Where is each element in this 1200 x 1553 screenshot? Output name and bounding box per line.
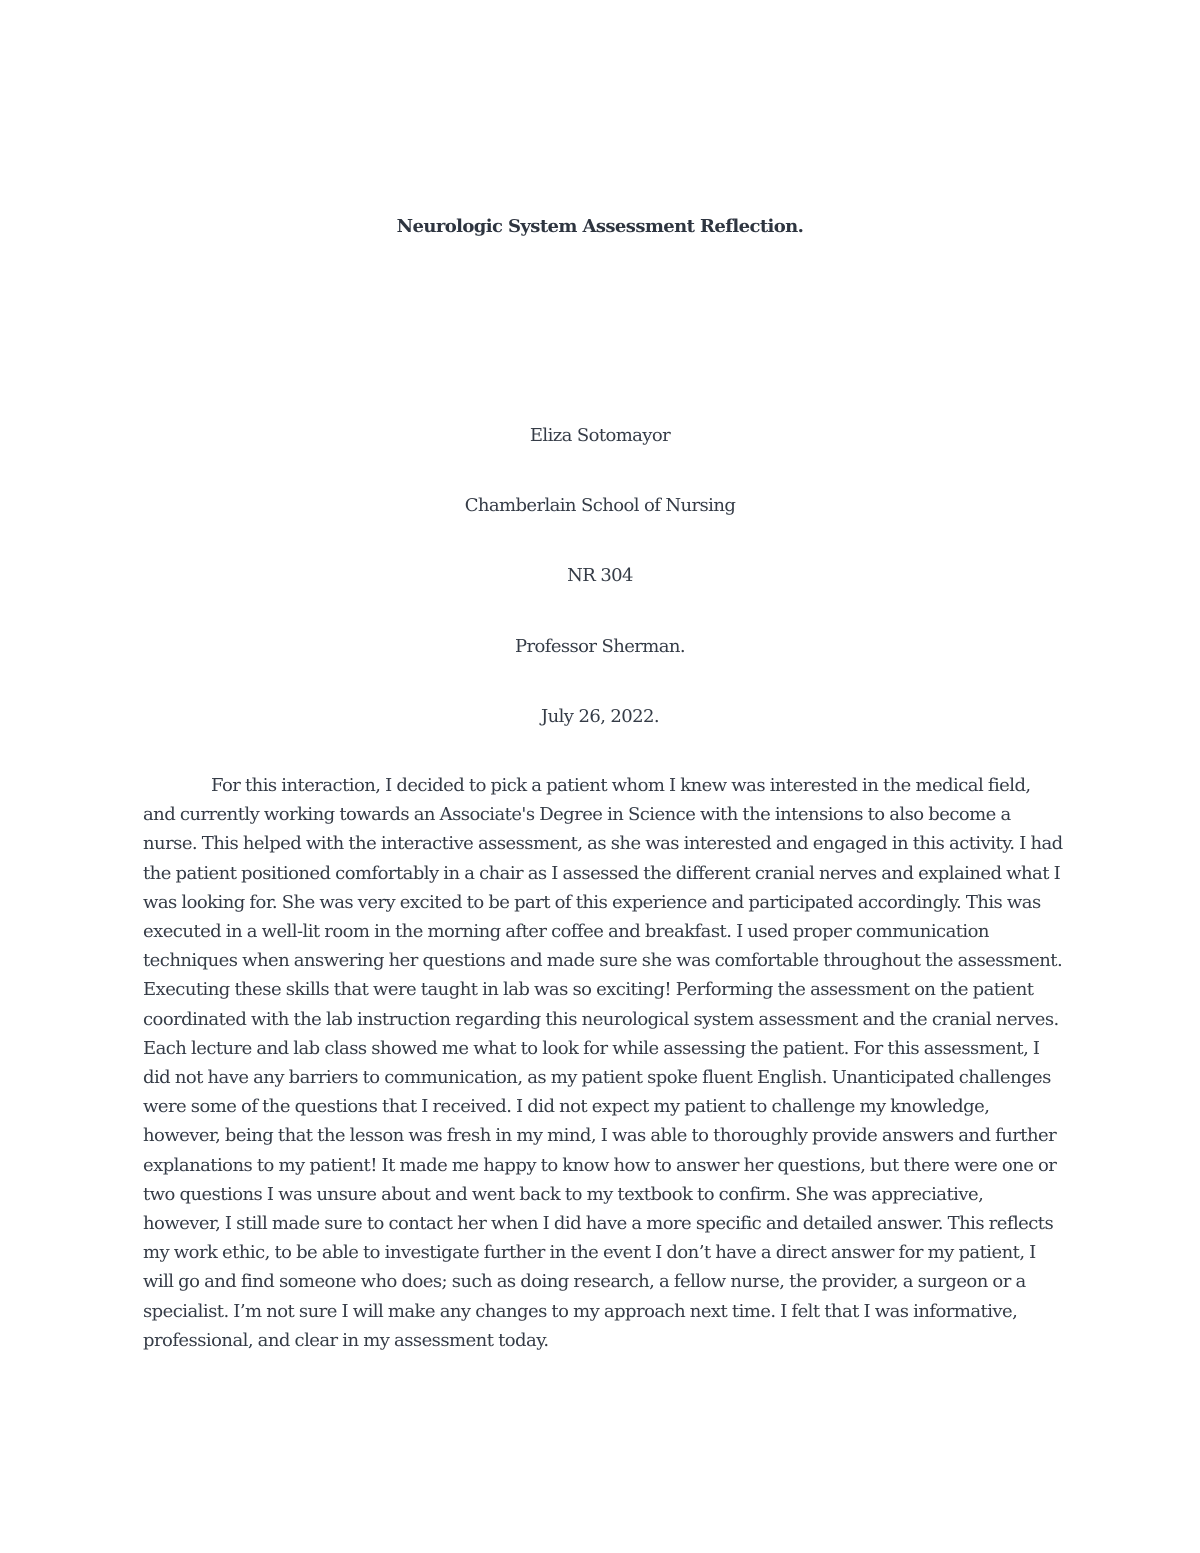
- body-paragraph: For this interaction, I decided to pick a patient whom I knew was interested in the medical field, and currently working towards an Associate's Degree in Science with the intensions to also become a nurse. This helped with the interactive assessment, as she was interested and engaged in this activity. I had the patient positioned comfortably in a chair as I assessed the different cranial nerves and explained what I was looking for. She was very excited to be part of this experience and participated accordingly. This was executed in a well-lit room in the morning after coffee and breakfast. I used proper communication techniques when answering her questions and made sure she was comfortable throughout the assessment. Executing these skills that were taught in lab was so exciting! Performing the assessment on the patient coordinated with the lab instruction regarding this neurological system assessment and the cranial nerves. Each lecture and lab class showed me what to look for while assessing the patient. For this assessment, I did not have any barriers to communication, as my patient spoke fluent English. Unanticipated challenges were some of the questions that I received. I did not expect my patient to challenge my knowledge, however, being that the lesson was fresh in my mind, I was able to thoroughly provide answers and further explanations to my patient! It made me happy to know how to answer her questions, but there were one or two questions I was unsure about and went back to my textbook to confirm. She was appreciative, however, I still made sure to contact her when I did have a more specific and detailed answer. This reflects my work ethic, to be able to investigate further in the event I don’t have a direct answer for my patient, I will go and find someone who does; such as doing research, a fellow nurse, the provider, a surgeon or a specialist. I’m not sure I will make any changes to my approach next time. I felt that I was informative, professional, and clear in my assessment today.: [143, 775, 1063, 1351]
- course-code: NR 304: [567, 565, 633, 586]
- author-name: Eliza Sotomayor: [529, 425, 671, 446]
- document-title: Neurologic System Assessment Reflection.: [396, 216, 804, 237]
- instructor-name: Professor Sherman.: [515, 636, 685, 657]
- institution-name: Chamberlain School of Nursing: [464, 495, 736, 516]
- document-date: July 26, 2022.: [541, 706, 659, 727]
